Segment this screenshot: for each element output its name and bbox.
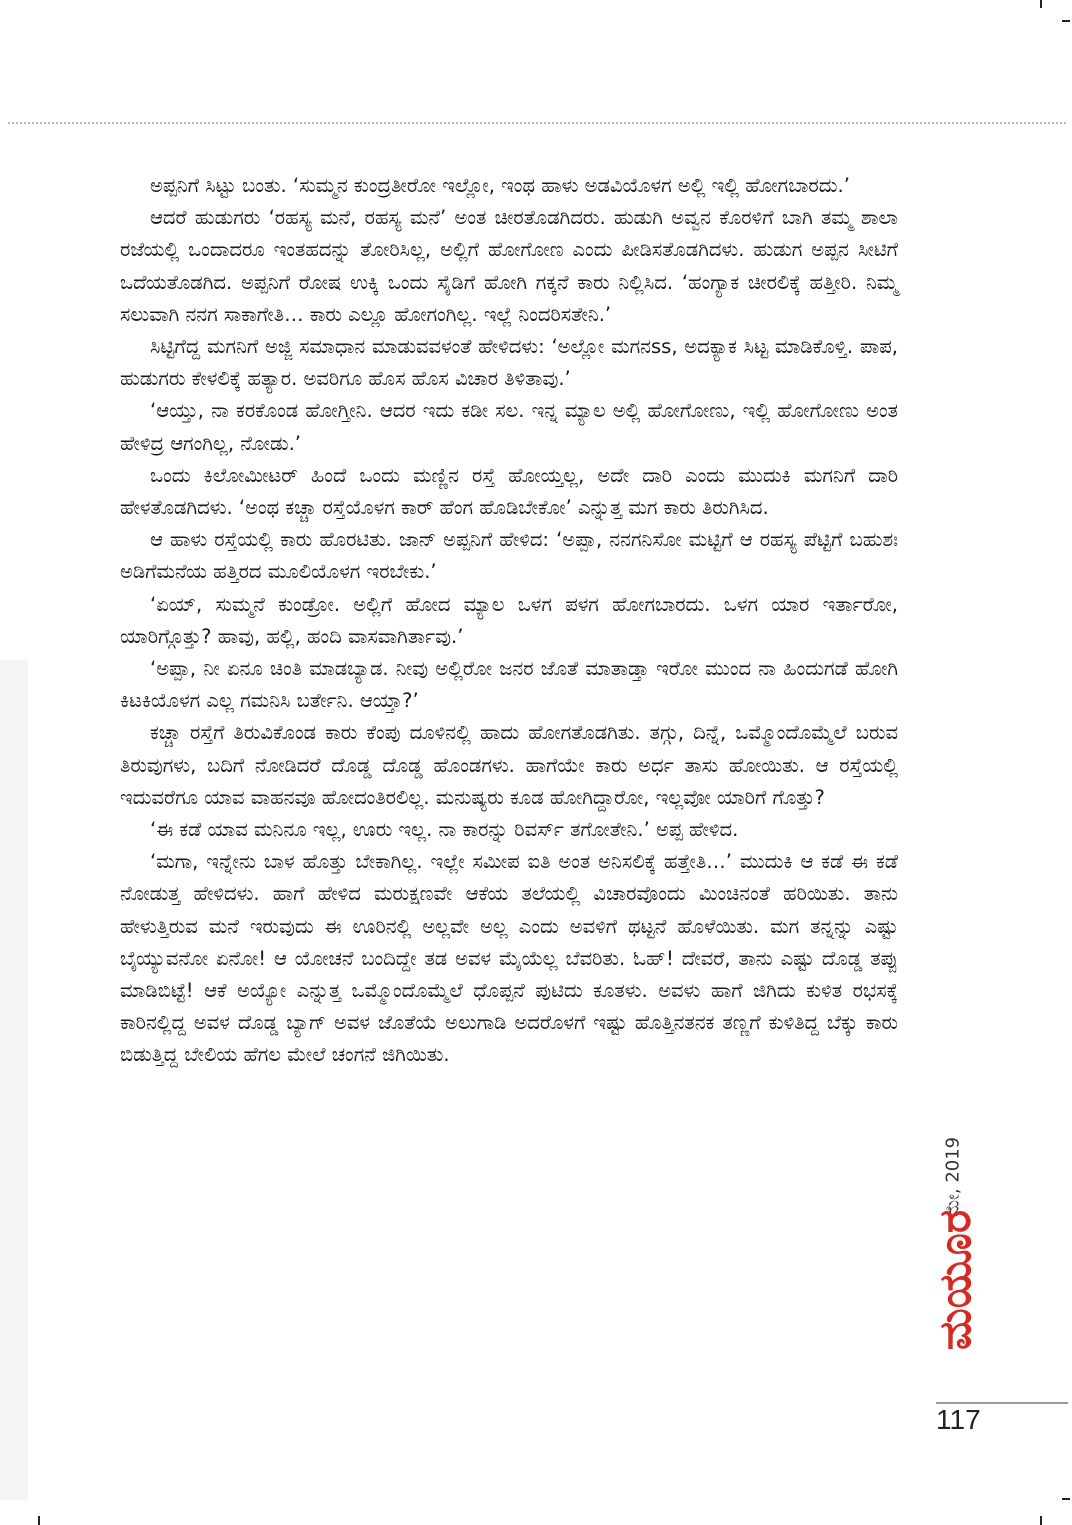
paragraph: ‘ಅಪ್ಪಾ, ನೀ ಏನೂ ಚಿಂತಿ ಮಾಡಬ್ಯಾಡ. ನೀವು ಅಲ್ಲಿರೋ ಜನರ ಜೊತೆ ಮಾತಾಡ್ತಾ ಇರೋ ಮುಂದ ನಾ ಹಿಂದುಗಡೆ ಹೋಗಿ ಕಿಟಕಿಯೊಳಗ ಎಲ್ಲ ಗಮನಿಸಿ ಬರ್ತೇನಿ. ಆಯ್ತಾ?’: [120, 657, 898, 713]
paragraph: ‘ಏಯ್, ಸುಮ್ಮನೆ ಕುಂಡ್ರೋ. ಅಲ್ಲಿಗೆ ಹೋದ ಮ್ಯಾಲ ಒಳಗ ಪಳಗ ಹೋಗಬಾರದು. ಒಳಗ ಯಾರ ಇರ್ತಾರೋ, ಯಾರಿಗ್ಗೊತ್ತು? ಹಾವು, ಹಲ್ಲಿ, ಹಂದಿ ವಾಸವಾಗಿರ್ತಾವು.’: [120, 592, 898, 648]
paragraph: ಕಚ್ಚಾ ರಸ್ತೆಗೆ ತಿರುವಿಕೊಂಡ ಕಾರು ಕೆಂಪು ದೂಳಿನಲ್ಲಿ ಹಾದು ಹೋಗತೊಡಗಿತು. ತಗ್ಗು, ದಿನ್ನೆ, ಒಮ್ಮೊಂದೊಮ್ಮೆಲೆ ಬರುವ ತಿರುವುಗಳು, ಬದಿಗೆ ನೋಡಿದರೆ ದೊಡ್ಡ ದೊಡ್ಡ ಹೊಂಡಗಳು. ಹಾಗೆಯೇ ಕಾರು ಅರ್ಧ ತಾಸು ಹೋಯಿತು. ಆ ರಸ್ತೆಯಲ್ಲಿ ಇದುವರೆಗೂ ಯಾವ ವಾಹನವೂ ಹೋದಂತಿರಲಿಲ್ಲ. ಮನುಷ್ಯರು ಕೂಡ ಹೋಗಿದ್ದಾರೋ, ಇಲ್ಲವೋ ಯಾರಿಗೆ ಗೊತ್ತು?: [120, 721, 898, 809]
crop-mark: [1062, 1498, 1070, 1500]
crop-mark: [38, 1516, 40, 1525]
magazine-logo-text: ಮಯೂರ: [930, 1209, 981, 1351]
paragraph: ಒಂದು ಕಿಲೋಮೀಟರ್ ಹಿಂದೆ ಒಂದು ಮಣ್ಣಿನ ರಸ್ತೆ ಹೋಯ್ತಲ್ಲ, ಅದೇ ದಾರಿ ಎಂದು ಮುದುಕಿ ಮಗನಿಗೆ ದಾರಿ ಹೇಳತೊಡಗಿದಳು. ‘ಅಂಥ ಕಚ್ಚಾ ರಸ್ತೆಯೊಳಗ ಕಾರ್ ಹೆಂಗ ಹೊಡಿಬೇಕೋ’ ಎನ್ನುತ್ತ ಮಗ ಕಾರು ತಿರುಗಿಸಿದ.: [120, 463, 898, 520]
page-edge-shade: [0, 660, 28, 1500]
paragraph: ‘ಮಗಾ, ಇನ್ನೇನು ಬಾಳ ಹೊತ್ತು ಬೇಕಾಗಿಲ್ಲ. ಇಲ್ಲೇ ಸಮೀಪ ಐತಿ ಅಂತ ಅನಿಸಲಿಕ್ಕೆ ಹತ್ತೇತಿ…’ ಮುದುಕಿ ಆ ಕಡೆ ಈ ಕಡೆ ನೋಡುತ್ತ ಹೇಳಿದಳು. ಹಾಗೆ ಹೇಳಿದ ಮರುಕ್ಷಣವೇ ಆಕೆಯ ತಲೆಯಲ್ಲಿ ವಿಚಾರವೊಂದು ಮಿಂಚಿನಂತೆ ಹರಿಯಿತು. ತಾನು ಹೇಳುತ್ತಿರುವ ಮನೆ ಇರುವುದು ಈ ಊರಿನಲ್ಲಿ ಅಲ್ಲವೇ ಅಲ್ಲ ಎಂದು ಅವಳಿಗೆ ಥಟ್ಟನೆ ಹೊಳೆಯಿತು. ಮಗ ತನ್ನನ್ನು ಎಷ್ಟು ಬೈಯ್ಯುವನೋ ಏನೋ! ಆ ಯೋಚನೆ ಬಂದಿದ್ದೇ ತಡ ಅವಳ ಮೈಯೆಲ್ಲ ಬೆವರಿತು. ಓಹ್! ದೇವರೆ, ತಾನು ಎಷ್ಟು ದೊಡ್ಡ ತಪ್ಪು ಮಾಡಿಬಿಟ್ಟೆ! ಆಕೆ ಅಯ್ಯೋ ಎನ್ನುತ್ತ ಒಮ್ಮೊಂದೊಮ್ಮೆಲೆ ಧೊಪ್ಪನೆ ಪುಟಿದು ಕೂತಳು. ಅವಳು ಹಾಗೆ ಜಿಗಿದು ಕುಳಿತ ರಭಸಕ್ಕೆ ಕಾರಿನಲ್ಲಿದ್ದ ಅವಳ ದೊಡ್ಡ ಬ್ಯಾಗ್ ಅವಳ ಜೊತೆಯೆ ಅಲುಗಾಡಿ ಅದರೊಳಗೆ ಇಷ್ಟು ಹೊತ್ತಿನತನಕ ತಣ್ಣಗೆ ಕುಳಿತಿದ್ದ ಬೆಕ್ಕು ಕಾರು ಬಿಡುತ್ತಿದ್ದ ಬೇಲಿಯ ಹೆಗಲ ಮೇಲೆ ಚಂಗನೆ ಜಿಗಿಯಿತು.: [120, 850, 898, 1067]
paragraph: ಆದರೆ ಹುಡುಗರು ‘ರಹಸ್ಯ ಮನೆ, ರಹಸ್ಯ ಮನೆ’ ಅಂತ ಚೀರತೊಡಗಿದರು. ಹುಡುಗಿ ಅವ್ವನ ಕೊರಳಿಗೆ ಬಾಗಿ ತಮ್ಮ ಶಾಲಾ ರಜೆಯಲ್ಲಿ ಒಂದಾದರೂ ಇಂತಹದನ್ನು ತೋರಿಸಿಲ್ಲ, ಅಲ್ಲಿಗೆ ಹೋಗೋಣ ಎಂದು ಪೀಡಿಸತೊಡಗಿದಳು. ಹುಡುಗ ಅಪ್ಪನ ಸೀಟಿಗೆ ಒದೆಯತೊಡಗಿದ. ಅಪ್ಪನಿಗೆ ರೋಷ ಉಕ್ಕಿ ಒಂದು ಸೈಡಿಗೆ ಹೋಗಿ ಗಕ್ಕನೆ ಕಾರು ನಿಲ್ಲಿಸಿದ. ‘ಹಂಗ್ಯಾಕ ಚೀರಲಿಕ್ಕೆ ಹತ್ತೀರಿ. ನಿಮ್ಮ ಸಲುವಾಗಿ ನನಗ ಸಾಕಾಗೇತಿ… ಕಾರು ಎಲ್ಲೂ ಹೋಗಂಗಿಲ್ಲ. ಇಲ್ಲೆ ನಿಂದರಿಸತೇನಿ.’: [120, 206, 898, 326]
paragraph: ‘ಈ ಕಡೆ ಯಾವ ಮನಿನೂ ಇಲ್ಲ, ಊರು ಇಲ್ಲ. ನಾ ಕಾರನ್ನು ರಿವರ್ಸ್ ತಗೋತೇನಿ.’ ಅಪ್ಪ ಹೇಳಿದ.: [150, 818, 739, 842]
crop-mark: [1062, 20, 1070, 22]
crop-mark: [1040, 0, 1042, 8]
paragraph: ‘ಆಯ್ತು, ನಾ ಕರಕೊಂಡ ಹೋಗ್ತೀನಿ. ಆದರ ಇದು ಕಡೀ ಸಲ. ಇನ್ನ ಮ್ಯಾಲ ಅಲ್ಲಿ ಹೋಗೋಣು, ಇಲ್ಲಿ ಹೋಗೋಣು ಅಂತ ಹೇಳಿದ್ರ ಆಗಂಗಿಲ್ಲ, ನೋಡು.’: [120, 399, 898, 455]
paragraph: ಆ ಹಾಳು ರಸ್ತೆಯಲ್ಲಿ ಕಾರು ಹೊರಟಿತು. ಜಾನ್ ಅಪ್ಪನಿಗೆ ಹೇಳಿದ: ‘ಅಪ್ಪಾ, ನನಗನಿಸೋ ಮಟ್ಟಿಗೆ ಆ ರಹಸ್ಯ ಪೆಟ್ಟಿಗೆ ಬಹುಶಃ ಅಡಿಗೆಮನೆಯ ಹತ್ತಿರದ ಮೂಲಿಯೊಳಗ ಇರಬೇಕು.’: [120, 528, 898, 584]
paragraph: ಅಪ್ಪನಿಗೆ ಸಿಟ್ಟು ಬಂತು. ‘ಸುಮ್ಮನ ಕುಂದ್ರತೀರೋ ಇಲ್ಲೋ, ಇಂಥ ಹಾಳು ಅಡವಿಯೊಳಗ ಅಲ್ಲಿ ಇಲ್ಲಿ ಹೋಗಬಾರದು.’: [150, 174, 850, 197]
page-number: 117: [936, 1404, 981, 1435]
magazine-logo: [924, 1180, 986, 1380]
article-body: [120, 170, 898, 1072]
issue-date-text: ಮೇ, 2019: [942, 1136, 964, 1218]
header-dotted-rule: [8, 122, 1066, 124]
crop-mark: [1040, 1516, 1042, 1525]
paragraph: ಸಿಟ್ಟಿಗೆದ್ದ ಮಗನಿಗೆ ಅಜ್ಜಿ ಸಮಾಧಾನ ಮಾಡುವವಳಂತೆ ಹೇಳಿದಳು: ‘ಅಲ್ಲೋ ಮಗನss, ಅದಕ್ಯಾಕ ಸಿಟ್ಟ ಮಾಡಿಕೊಳ್ತಿ. ಪಾಪ, ಹುಡುಗರು ಕೇಳಲಿಕ್ಕೆ ಹತ್ಯಾರ. ಅವರಿಗೂ ಹೊಸ ಹೊಸ ವಿಚಾರ ತಿಳಿತಾವು.’: [120, 335, 898, 391]
